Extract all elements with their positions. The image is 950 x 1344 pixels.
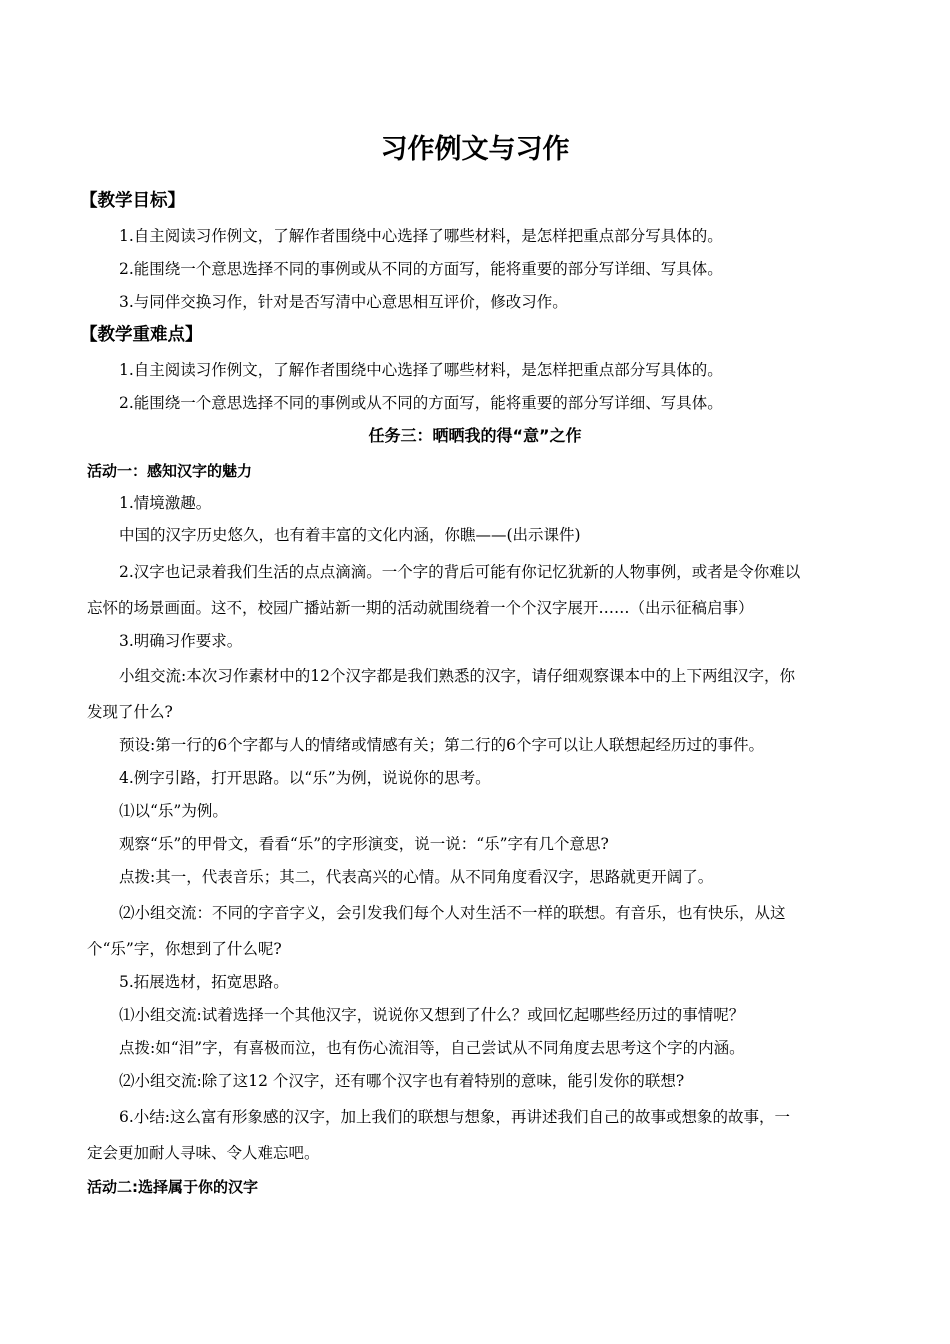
activity-two-heading: 活动二:选择属于你的汉字 (87, 1178, 258, 1196)
objective-item: 3.与同伴交换习作，针对是否写清中心意思相互评价，修改习作。 (119, 293, 568, 311)
body-line: 预设:第一行的6个字都与人的情绪或情感有关；第二行的6个字可以让人联想起经历过的事件。 (119, 736, 764, 754)
body-line: 小组交流:本次习作素材中的12个汉字都是我们熟悉的汉字，请仔细观察课本中的上下两组汉字，你 (119, 667, 795, 685)
body-line: 1.情境激趣。 (119, 494, 212, 512)
body-line: ⑴以“乐”为例。 (119, 802, 228, 820)
key-point-item: 1.自主阅读习作例文，了解作者围绕中心选择了哪些材料，是怎样把重点部分写具体的。 (119, 361, 723, 379)
body-line: 5.拓展选材，拓宽思路。 (119, 973, 289, 991)
body-line: 定会更加耐人寻味、令人难忘吧。 (87, 1144, 320, 1162)
objectives-heading: 【教学目标】 (80, 191, 185, 211)
task-heading: 任务三：晒晒我的得“意”之作 (368, 426, 582, 445)
body-line: ⑵小组交流:除了这12 个汉字，还有哪个汉字也有着特别的意味，能引发你的联想? (119, 1072, 685, 1090)
document-title: 习作例文与习作 (380, 134, 570, 165)
body-line: 点拨:其一，代表音乐；其二，代表高兴的心情。从不同角度看汉字，思路就更开阔了。 (119, 868, 714, 886)
body-line: 2.汉字也记录着我们生活的点点滴滴。一个字的背后可能有你记忆犹新的人物事例，或者是令你难以 (119, 563, 801, 581)
body-line: 忘怀的场景画面。这不，校园广播站新一期的活动就围绕着一个个汉字展开……（出示征稿启事） (87, 599, 754, 617)
body-line: 中国的汉字历史悠久，也有着丰富的文化内涵，你瞧——(出示课件) (119, 526, 581, 544)
body-line: 4.例字引路，打开思路。以“乐”为例，说说你的思考。 (119, 769, 491, 787)
body-line: 点拨:如“泪”字，有喜极而泣，也有伤心流泪等，自己尝试从不同角度去思考这个字的内涵。 (119, 1039, 745, 1057)
body-line: 3.明确习作要求。 (119, 632, 243, 650)
objective-item: 2.能围绕一个意思选择不同的事例或从不同的方面写，能将重要的部分写详细、写具体。 (119, 260, 723, 278)
body-line: 观察“乐”的甲骨文，看看“乐”的字形演变，说一说：“乐”字有几个意思? (119, 835, 609, 853)
body-line: 6.小结:这么富有形象感的汉字，加上我们的联想与想象，再讲述我们自己的故事或想象的故事，一 (119, 1108, 791, 1126)
body-line: 个“乐”字，你想到了什么呢? (87, 940, 282, 958)
activity-one-heading: 活动一：感知汉字的魅力 (87, 462, 253, 480)
body-line: ⑴小组交流:试着选择一个其他汉字，说说你又想到了什么？或回忆起哪些经历过的事情呢？ (119, 1006, 745, 1024)
key-points-heading: 【教学重难点】 (80, 325, 203, 345)
body-line: ⑵小组交流：不同的字音字义，会引发我们每个人对生活不一样的联想。有音乐，也有快乐，从这 (119, 904, 786, 922)
body-line: 发现了什么? (87, 703, 173, 721)
key-point-item: 2.能围绕一个意思选择不同的事例或从不同的方面写，能将重要的部分写详细、写具体。 (119, 394, 723, 412)
objective-item: 1.自主阅读习作例文，了解作者围绕中心选择了哪些材料，是怎样把重点部分写具体的。 (119, 227, 723, 245)
